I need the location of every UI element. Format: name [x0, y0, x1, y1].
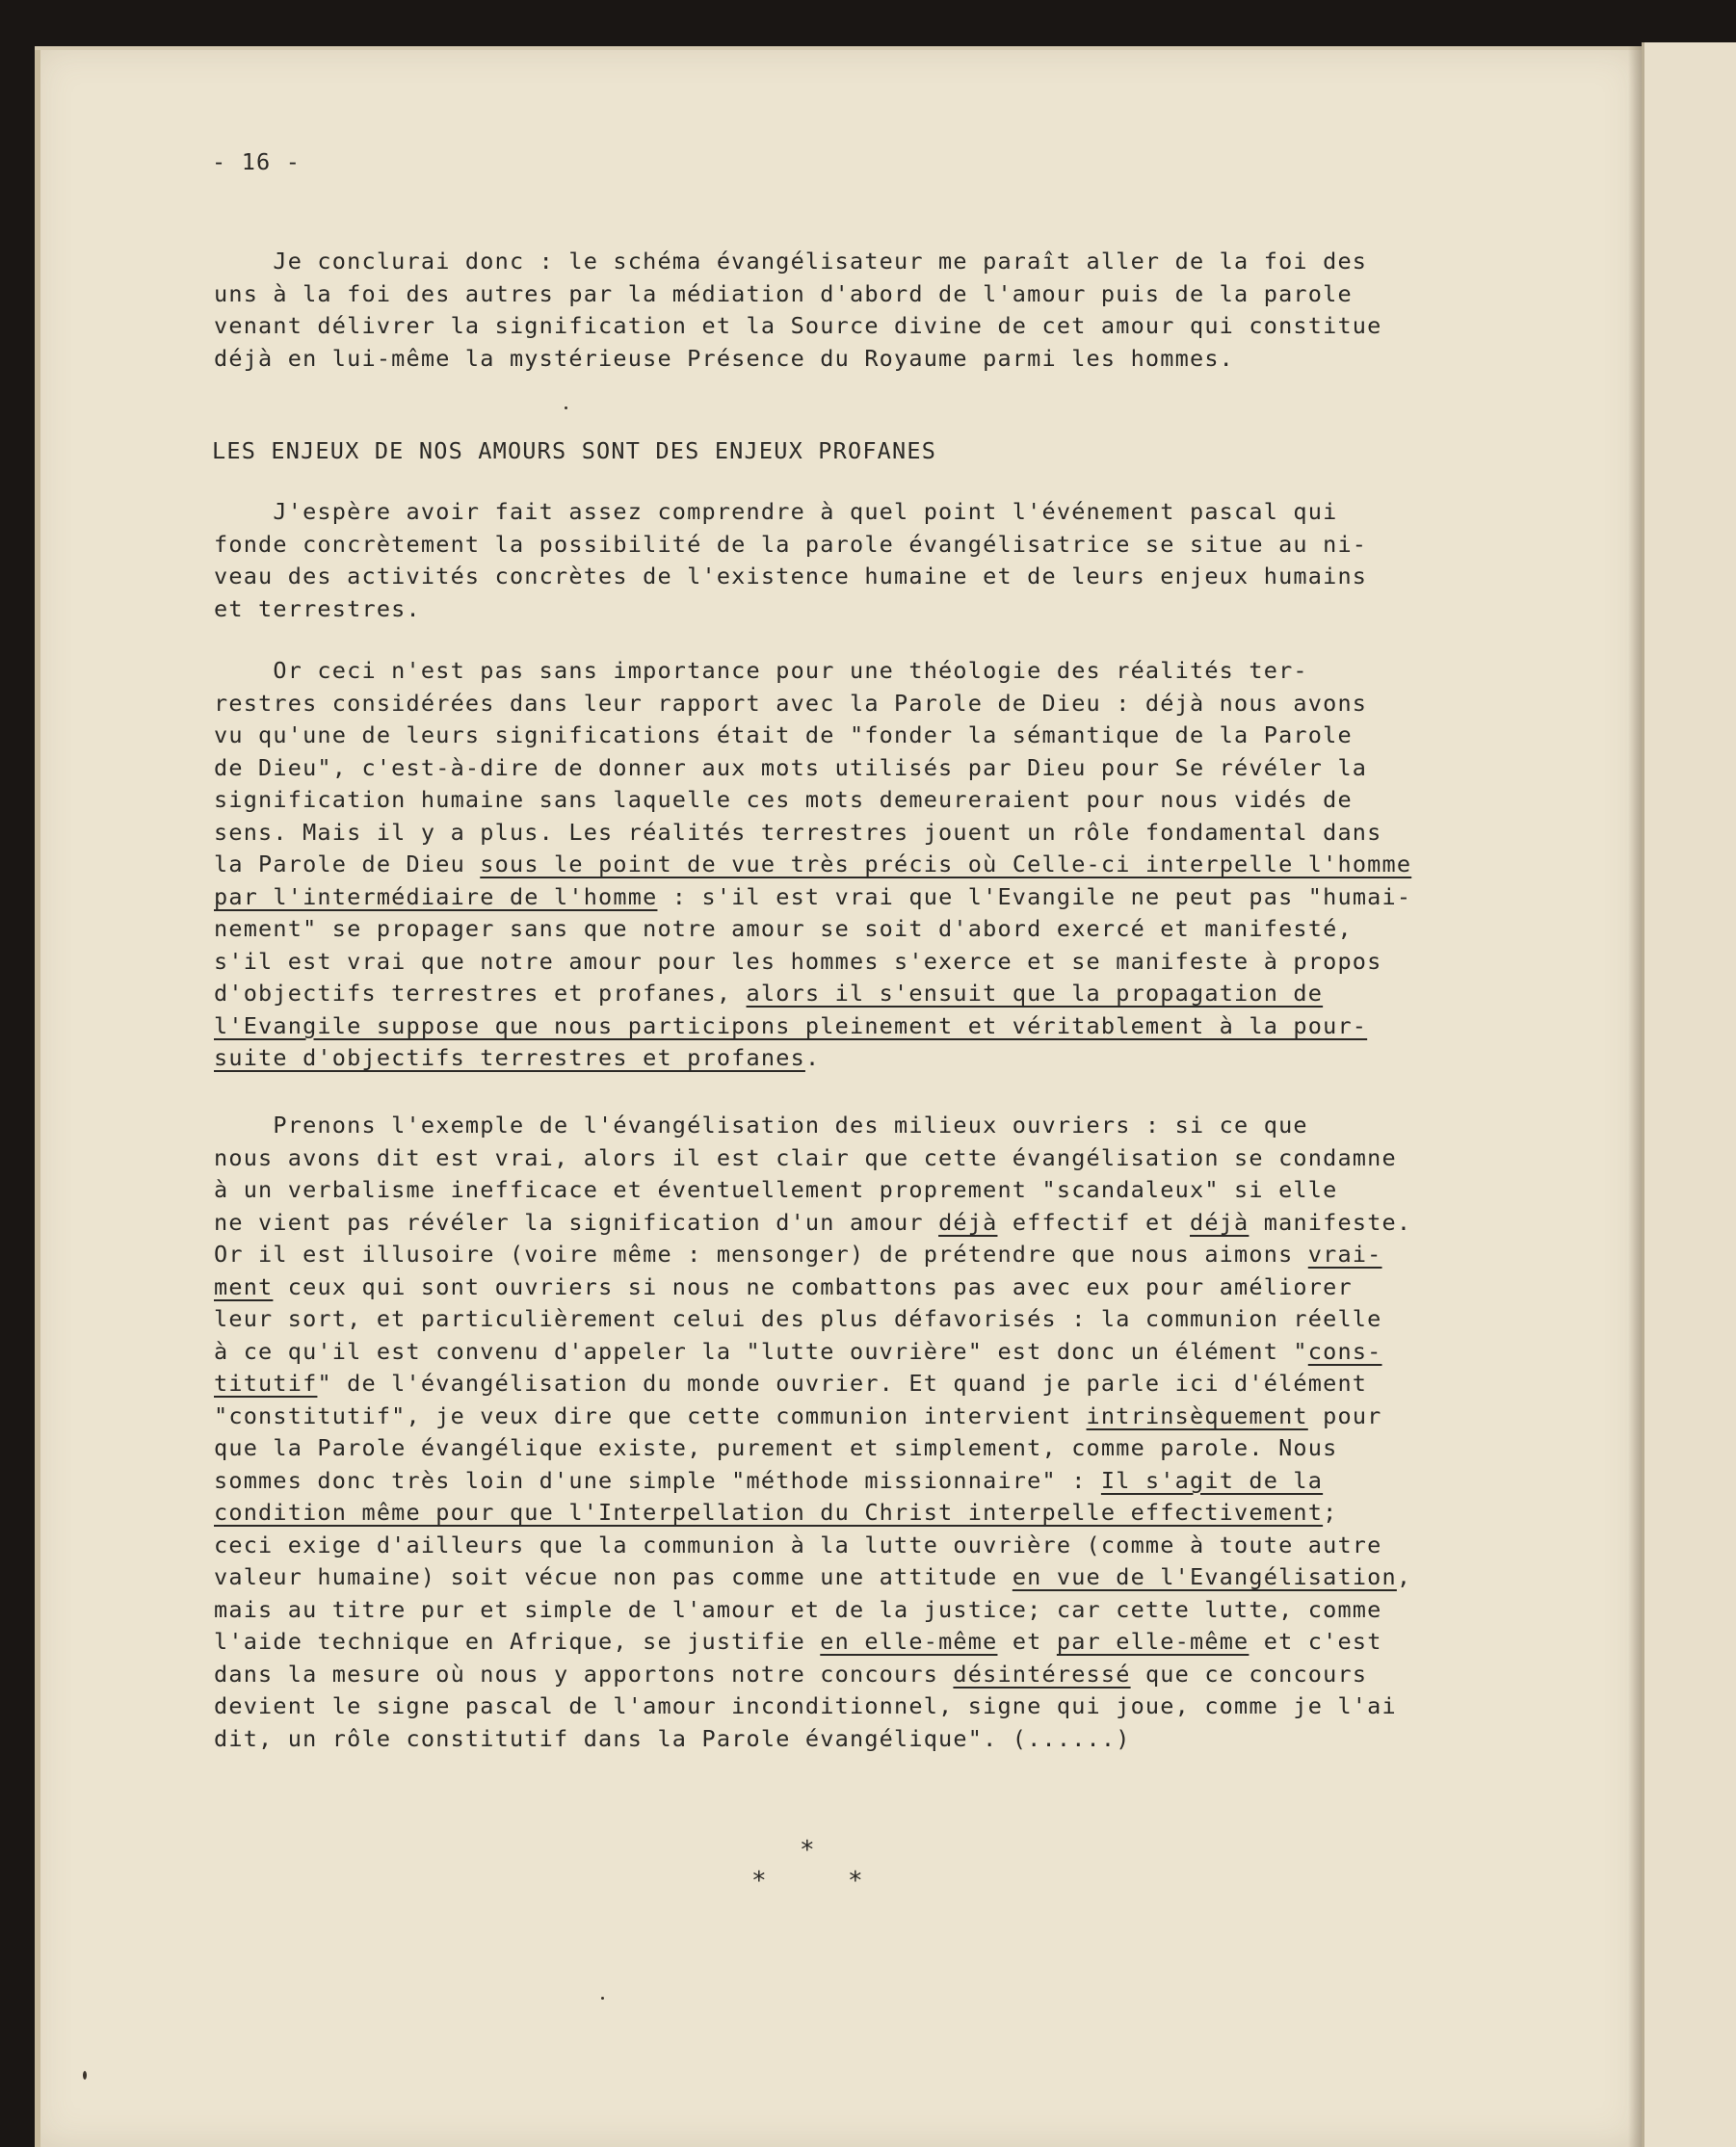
text-line: veau des activités concrètes de l'existence humaine et de leurs enjeux humains: [214, 563, 1368, 589]
underlined-phrase: Il s'agit de la: [1100, 1466, 1324, 1494]
text-line: Prenons l'exemple de l'évangélisation des milieux ouvriers : si ce que: [214, 1112, 1308, 1139]
text-fragment: manifeste.: [1249, 1208, 1412, 1236]
text-line: fonde concrètement la possibilité de la parole évangélisatrice se situe au ni-: [214, 530, 1368, 558]
text-line: Or ceci n'est pas sans importance pour une théologie des réalités ter-: [214, 657, 1308, 684]
text-line: leur sort, et particulièrement celui des plus défavorisés : la communion réelle: [214, 1305, 1382, 1332]
underlined-phrase: par l'intermédiaire de l'homme: [214, 882, 658, 910]
underlined-word: vrai-: [1307, 1241, 1382, 1268]
text-line: mais au titre pur et simple de l'amour et de la justice; car cette lutte, comme: [214, 1595, 1382, 1623]
text-line: dans la mesure où nous y apportons notre concours: [214, 1660, 954, 1688]
text-line: à ce qu'il est convenu d'appeler la "lutte ouvrière" est donc un élément ": [214, 1337, 1308, 1365]
underlined-phrase: en vue de l'Evangélisation: [1012, 1563, 1397, 1590]
page-fold-shadow: [1628, 46, 1642, 2147]
text-line: l'aide technique en Afrique, se justifie: [214, 1628, 821, 1655]
paper-speck: [565, 406, 567, 409]
underlined-word: déjà: [1190, 1208, 1249, 1236]
underlined-phrase: par elle-même: [1056, 1628, 1249, 1655]
text-line: uns à la foi des autres par la médiation d'abord de l'amour puis de la parole: [214, 279, 1353, 307]
text-line: que la Parole évangélique existe, purement et simplement, comme parole. Nous: [214, 1434, 1338, 1461]
text-fragment: pour: [1307, 1401, 1382, 1429]
underlined-phrase: en elle-même: [820, 1628, 998, 1655]
text-fragment: ,: [1396, 1563, 1412, 1590]
adjacent-page-edge: [1642, 42, 1736, 2147]
paper-speck: [601, 1997, 604, 2000]
text-fragment: et: [997, 1628, 1057, 1655]
paragraph-theology-earthly-realities: [214, 655, 1411, 1075]
text-line: restres considérées dans leur rapport avec la Parole de Dieu : déjà nous avons: [214, 689, 1368, 717]
text-line: ceci exige d'ailleurs que la communion à la lutte ouvrière (comme à toute autre: [214, 1531, 1382, 1558]
underlined-word: désintéressé: [953, 1660, 1131, 1688]
text-line: nement" se propager sans que notre amour se soit d'abord exercé et manifesté,: [214, 915, 1353, 942]
text-line: nous avons dit est vrai, alors il est clair que cette évangélisation se condamne: [214, 1143, 1397, 1171]
text-line: signification humaine sans laquelle ces mots demeureraient pour nous vidés de: [214, 786, 1353, 813]
text-line: de Dieu", c'est-à-dire de donner aux mots utilisés par Dieu pour Se révéler la: [214, 753, 1368, 781]
page-number: - 16 -: [212, 148, 302, 175]
paper-speck: [83, 2071, 87, 2080]
text-line: Je conclurai donc : le schéma évangélisateur me paraît aller de la foi des: [214, 248, 1368, 275]
underlined-word: cons-: [1307, 1337, 1382, 1365]
underlined-phrase: suite d'objectifs terrestres et profanes: [214, 1044, 805, 1071]
text-fragment: que ce concours: [1130, 1660, 1368, 1688]
underlined-word: déjà: [938, 1208, 998, 1236]
text-line: dit, un rôle constitutif dans la Parole évangélique". (......): [214, 1724, 1131, 1752]
text-line: et terrestres.: [214, 594, 421, 622]
underlined-word: ment: [214, 1272, 274, 1300]
underlined-phrase: condition même pour que l'Interpellation du Christ interpelle effectivement: [214, 1499, 1324, 1526]
text-line: ne vient pas révéler la signification d'un amour: [214, 1208, 939, 1236]
text-line: sommes donc très loin d'une simple "méthode missionnaire" :: [214, 1466, 1101, 1494]
section-heading: LES ENJEUX DE NOS AMOURS SONT DES ENJEUX PROFANES: [212, 437, 937, 464]
text-line: sens. Mais il y a plus. Les réalités terrestres jouent un rôle fondamental dans: [214, 818, 1382, 846]
text-line: J'espère avoir fait assez comprendre à quel point l'événement pascal qui: [214, 498, 1338, 525]
asterism-star: *: [848, 1867, 863, 1896]
text-line: vu qu'une de leurs significations était de "fonder la sémantique de la Parole: [214, 721, 1353, 748]
asterism-star: *: [751, 1867, 767, 1896]
underlined-phrase: l'Evangile suppose que nous participons pleinement et véritablement à la pour-: [214, 1011, 1368, 1039]
text-line: la Parole de Dieu: [214, 851, 481, 877]
text-line: "constitutif", je veux dire que cette communion intervient: [214, 1401, 1087, 1429]
text-line: déjà en lui-même la mystérieuse Présence du Royaume parmi les hommes.: [214, 344, 1235, 372]
paper-edge-top: [35, 46, 1642, 50]
underlined-word: intrinsèquement: [1086, 1401, 1308, 1429]
text-fragment: effectif et: [997, 1208, 1190, 1236]
asterism-star: *: [800, 1836, 815, 1865]
text-fragment: .: [804, 1044, 821, 1071]
paragraph-paschal-event: [214, 496, 1367, 625]
text-line: d'objectifs terrestres et profanes,: [214, 980, 747, 1007]
underlined-word: titutif: [214, 1370, 318, 1397]
text-line: venant délivrer la signification et la Source divine de cet amour qui constitue: [214, 312, 1382, 339]
underlined-phrase: sous le point de vue très précis où Celle-ci interpelle l'homme: [480, 851, 1412, 877]
text-line: valeur humaine) soit vécue non pas comme une attitude: [214, 1563, 1013, 1590]
text-line: : s'il est vrai que l'Evangile ne peut pas "humai-: [657, 882, 1412, 910]
paragraph-conclusion: [214, 246, 1382, 375]
text-line: s'il est vrai que notre amour pour les hommes s'exerce et se manifeste à propos: [214, 947, 1382, 975]
text-line: à un verbalisme inefficace et éventuellement proprement "scandaleux" si elle: [214, 1176, 1338, 1203]
text-fragment: ;: [1323, 1499, 1338, 1526]
text-fragment: et c'est: [1249, 1628, 1382, 1655]
underlined-phrase: alors il s'ensuit que la propagation de: [746, 980, 1324, 1007]
text-line: Or il est illusoire (voire même : mensonger) de prétendre que nous aimons: [214, 1241, 1308, 1268]
paragraph-worker-evangelization: [214, 1110, 1411, 1755]
text-line: devient le signe pascal de l'amour inconditionnel, signe qui joue, comme je l'ai: [214, 1692, 1397, 1719]
text-fragment: " de l'évangélisation du monde ouvrier. Et quand je parle ici d'élément: [317, 1370, 1368, 1397]
text-fragment: ceux qui sont ouvriers si nous ne combattons pas avec eux pour améliorer: [273, 1272, 1353, 1300]
paper-edge: [35, 46, 40, 2147]
